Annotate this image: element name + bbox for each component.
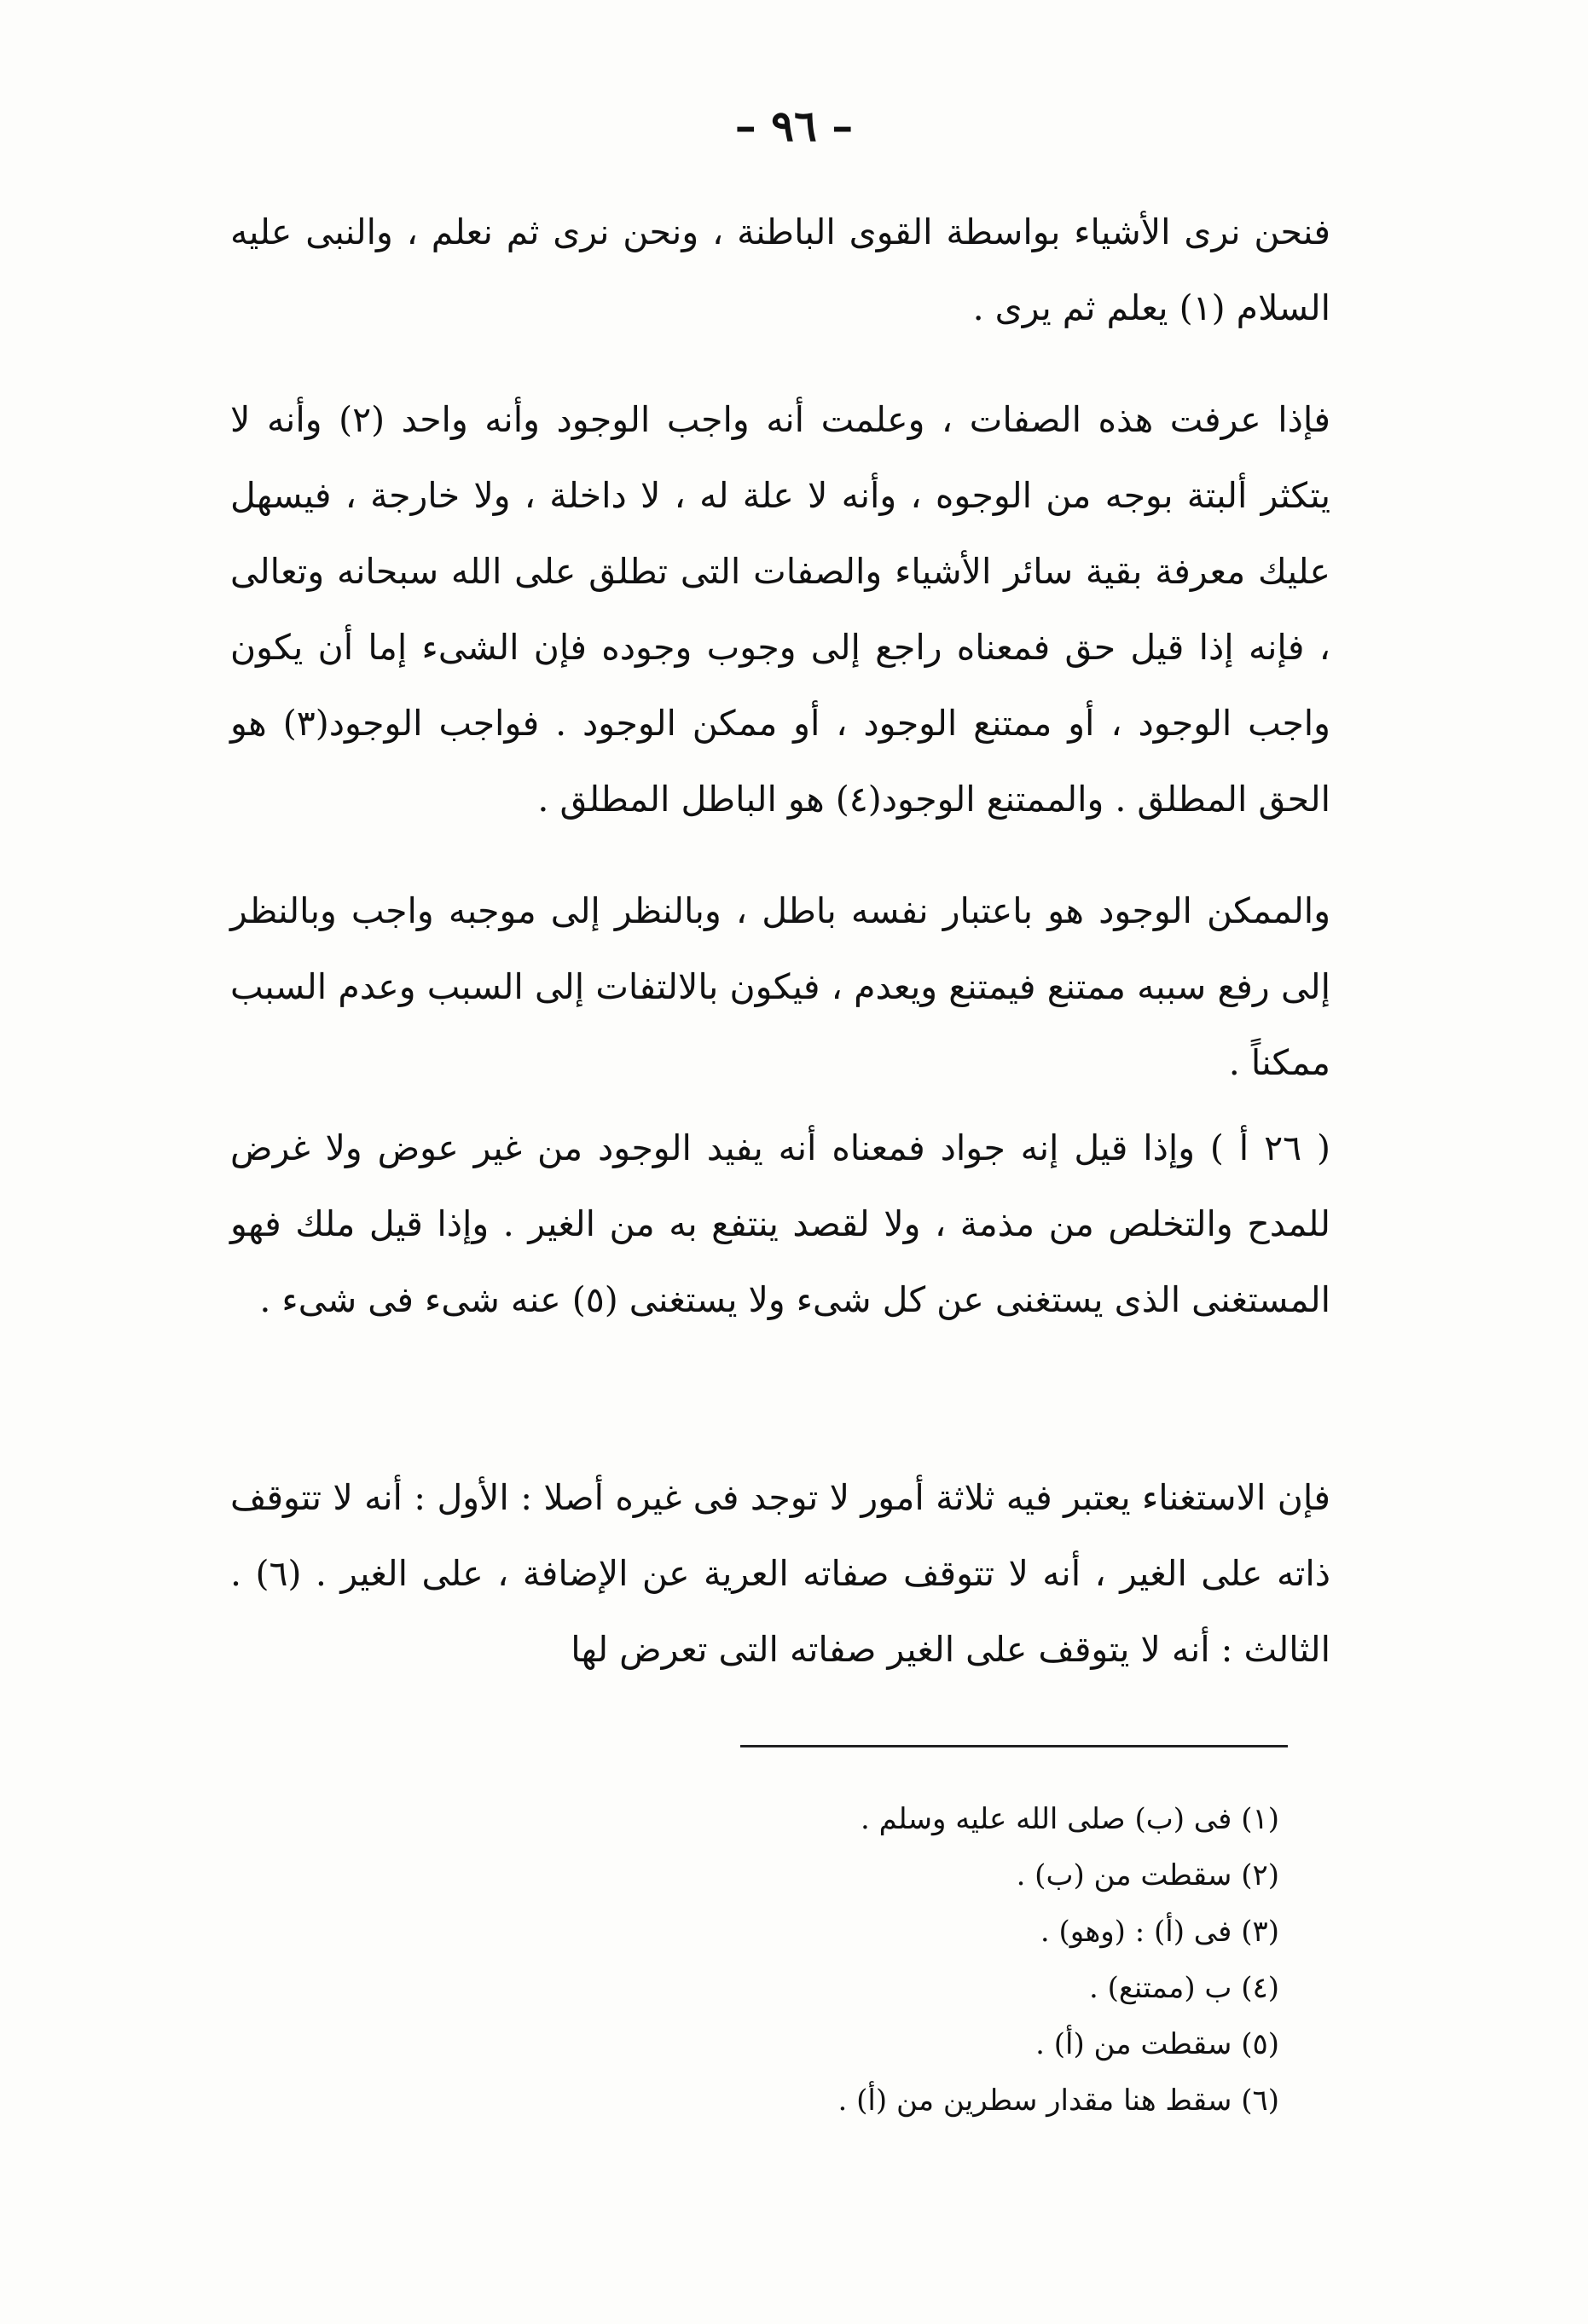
paragraph-text: ( ٢٦ أ ) وإذا قيل إنه جواد فمعناه أنه يفيد الوجود من غير عوض ولا غرض للمدح والتخلص من مذمة ، ولا لقصد ينتفع به من الغير . وإذا قيل ملك فهو المستغنى الذى يستغنى عن كل شىء ولا يستغنى (٥) عنه شىء فى شىء . bbox=[230, 1127, 1330, 1320]
footnote-item: (٦) سقط هنا مقدار سطرين من (أ) . bbox=[837, 2083, 1279, 2118]
paragraph-text: فإذا عرفت هذه الصفات ، وعلمت أنه واجب الوجود وأنه واحد (٢) وأنه لا يتكثر ألبتة بوجه من الوجوه ، وأنه لا علة له ، لا داخلة ، ولا خارجة ، فيسهل عليك معرفة بقية سائر الأشياء والصفات التى تطلق على الله سبحانه وتعالى ، فإنه إذا قيل حق فمعناه راجع إلى وجوب وجوده فإن الشىء إما أن يكون واجب الوجود ، أو ممتنع الوجود ، أو ممكن الوجود . فواجب الوجود(٣) هو الحق المطلق . والممتنع الوجود(٤) هو الباطل المطلق . bbox=[230, 399, 1330, 820]
page-number: – ٩٦ – bbox=[734, 101, 854, 151]
paragraph-5 bbox=[230, 1460, 1330, 1688]
paragraph-3 bbox=[230, 873, 1330, 1101]
paragraph-1 bbox=[230, 194, 1330, 346]
paragraph-text: فنحن نرى الأشياء بواسطة القوى الباطنة ، ونحن نرى ثم نعلم ، والنبى عليه السلام (١) يعلم ثم يرى . bbox=[230, 212, 1330, 328]
paragraph-4 bbox=[230, 1110, 1330, 1338]
footnote-item: (٣) فى (أ) : (وهو) . bbox=[1040, 1915, 1279, 1949]
footnote-divider bbox=[740, 1745, 1288, 1747]
footnote-item: (٥) سقطت من (أ) . bbox=[1035, 2027, 1279, 2061]
paragraph-text: فإن الاستغناء يعتبر فيه ثلاثة أمور لا توجد فى غيره أصلا : الأول : أنه لا تتوقف ذاته على الغير ، أنه لا تتوقف صفاته العرية عن الإضافة ، على الغير . (٦) . الثالث : أنه لا يتوقف على الغير صفاته التى تعرض لها bbox=[230, 1477, 1330, 1670]
footnotes-list bbox=[597, 1791, 1279, 2129]
paragraph-text: والممكن الوجود هو باعتبار نفسه باطل ، وبالنظر إلى موجبه واجب وبالنظر إلى رفع سببه ممتنع فيمتنع ويعدم ، فيكون بالالتفات إلى السبب وعدم السبب ممكناً . bbox=[230, 890, 1330, 1083]
footnote-item: (٢) سقطت من (ب) . bbox=[1016, 1858, 1279, 1892]
paragraph-2 bbox=[230, 382, 1330, 837]
footnote-item: (١) فى (ب) صلى الله عليه وسلم . bbox=[861, 1802, 1279, 1836]
footnote-item: (٤) ب (ممتنع) . bbox=[1088, 1971, 1279, 2005]
